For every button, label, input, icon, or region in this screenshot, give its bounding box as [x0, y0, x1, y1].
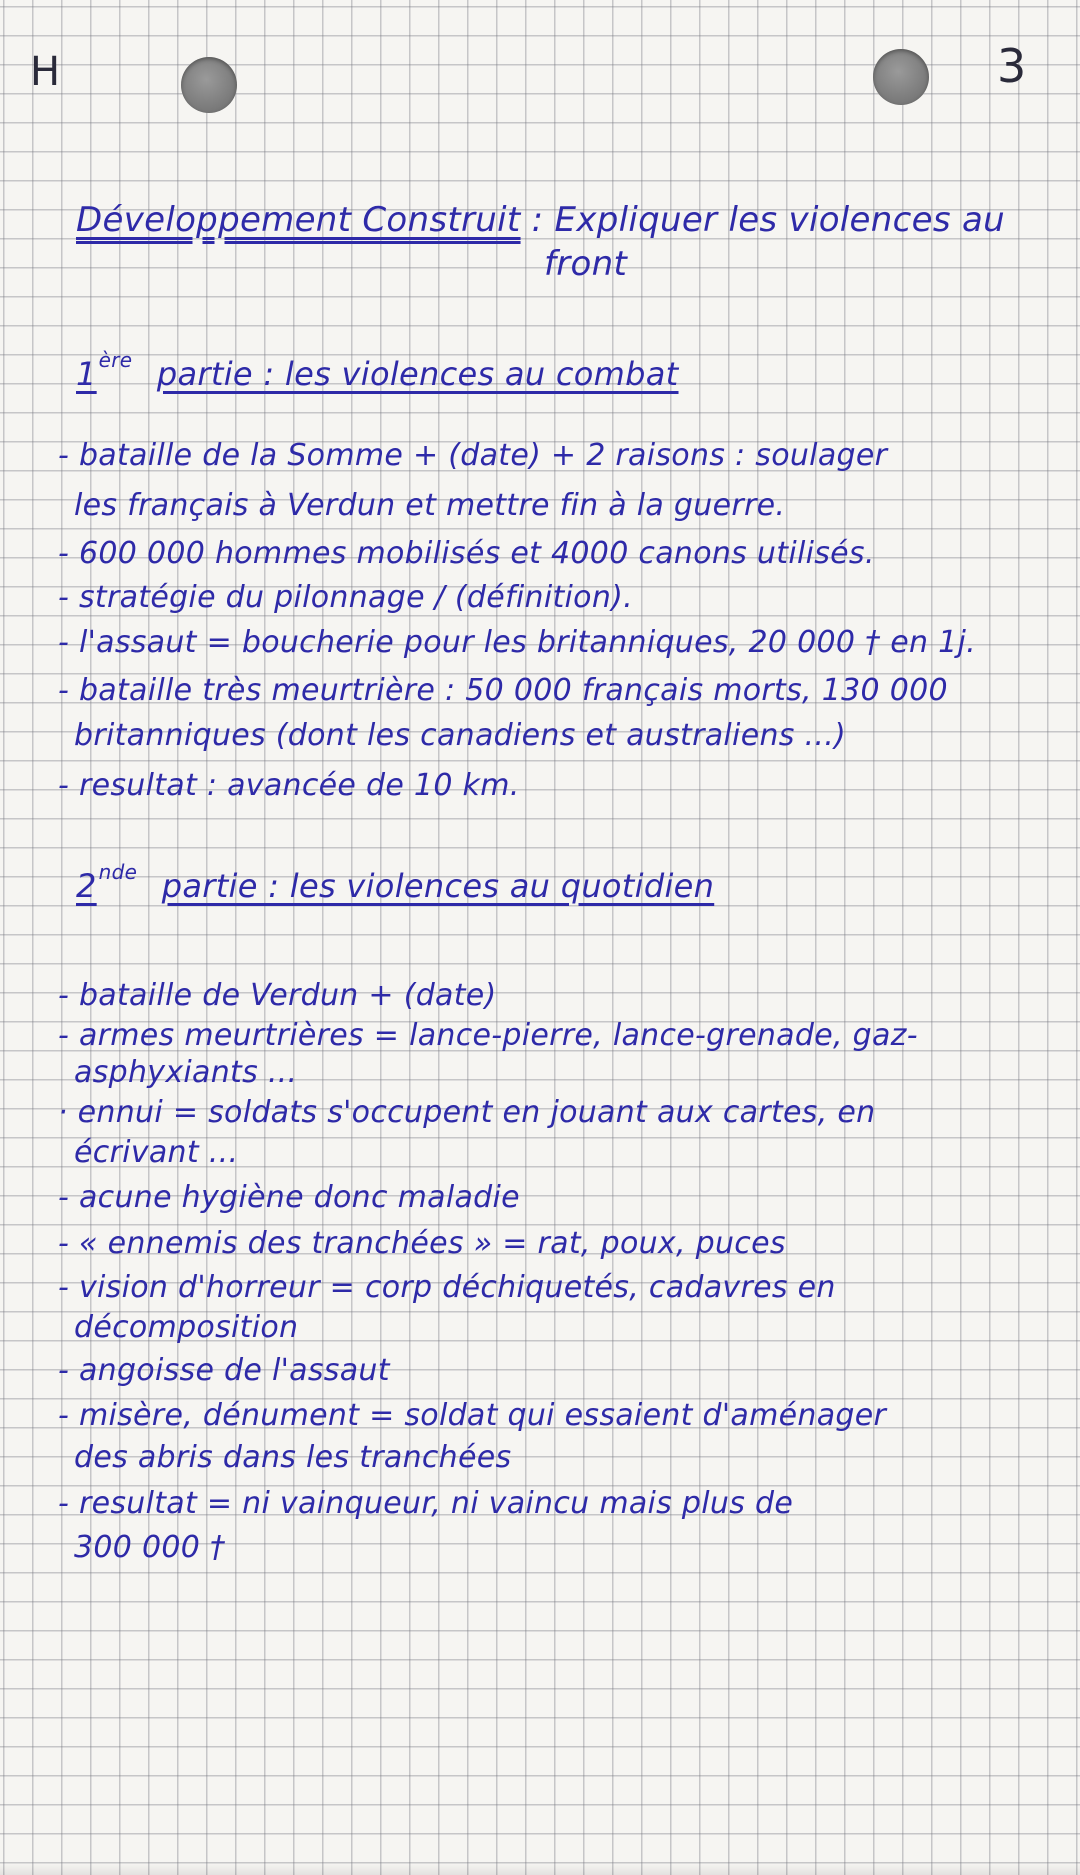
part1-line: - resultat : avancée de 10 km.	[58, 768, 520, 803]
part2-number: 2	[76, 867, 97, 905]
part2-line: asphyxiants ...	[74, 1055, 298, 1090]
title-separator: :	[520, 200, 555, 240]
part1-line: britanniques (dont les canadiens et australiens ...)	[74, 718, 847, 753]
part1-number: 1	[76, 355, 97, 393]
punch-hole-right	[873, 49, 929, 105]
corner-letter: H	[30, 49, 61, 95]
part2-line: · ennui = soldats s'occupent en jouant aux cartes, en	[58, 1095, 876, 1130]
part2-line: 300 000 †	[74, 1530, 226, 1565]
page-bottom-shadow	[0, 1863, 1080, 1875]
part2-line: - acune hygiène donc maladie	[58, 1180, 520, 1215]
page-title	[76, 202, 1005, 238]
part1-ordinal: ère	[98, 348, 133, 372]
part1-line: - bataille de la Somme + (date) + 2 raisons : soulager	[58, 438, 888, 473]
title-prefix: Développement Construit	[76, 200, 521, 240]
part1-line: les français à Verdun et mettre fin à la guerre.	[74, 488, 786, 523]
part2-line: - bataille de Verdun + (date)	[58, 978, 497, 1013]
part2-ordinal: nde	[98, 860, 138, 884]
part1-line: - 600 000 hommes mobilisés et 4000 canons utilisés.	[58, 536, 875, 571]
part2-line: des abris dans les tranchées	[74, 1440, 512, 1475]
part2-line: - « ennemis des tranchées » = rat, poux, puces	[58, 1226, 786, 1261]
part2-heading	[76, 860, 715, 908]
part2-line: - armes meurtrières = lance-pierre, lance-grenade, gaz-	[58, 1018, 918, 1053]
page-number: 3	[997, 39, 1027, 93]
part2-line: écrivant ...	[74, 1135, 239, 1170]
title-subject: Expliquer les violences au	[554, 200, 1005, 240]
page-title-continuation: front	[544, 244, 628, 284]
part2-title: partie : les violences au quotidien	[161, 867, 715, 905]
part2-line: - vision d'horreur = corp déchiquetés, cadavres en	[58, 1270, 836, 1305]
part1-heading	[76, 348, 679, 396]
part1-line: - l'assaut = boucherie pour les britanniques, 20 000 † en 1j.	[58, 625, 976, 660]
part2-line: décomposition	[74, 1310, 299, 1345]
part2-line: - misère, dénument = soldat qui essaient d'aménager	[58, 1398, 887, 1433]
part1-line: - bataille très meurtrière : 50 000 français morts, 130 000	[58, 673, 948, 708]
part2-line: - angoisse de l'assaut	[58, 1353, 390, 1388]
part1-line: - stratégie du pilonnage / (définition).	[58, 580, 633, 615]
part2-line: - resultat = ni vainqueur, ni vaincu mais plus de	[58, 1486, 794, 1521]
punch-hole-left	[181, 57, 237, 113]
part1-title: partie : les violences au combat	[156, 355, 679, 393]
